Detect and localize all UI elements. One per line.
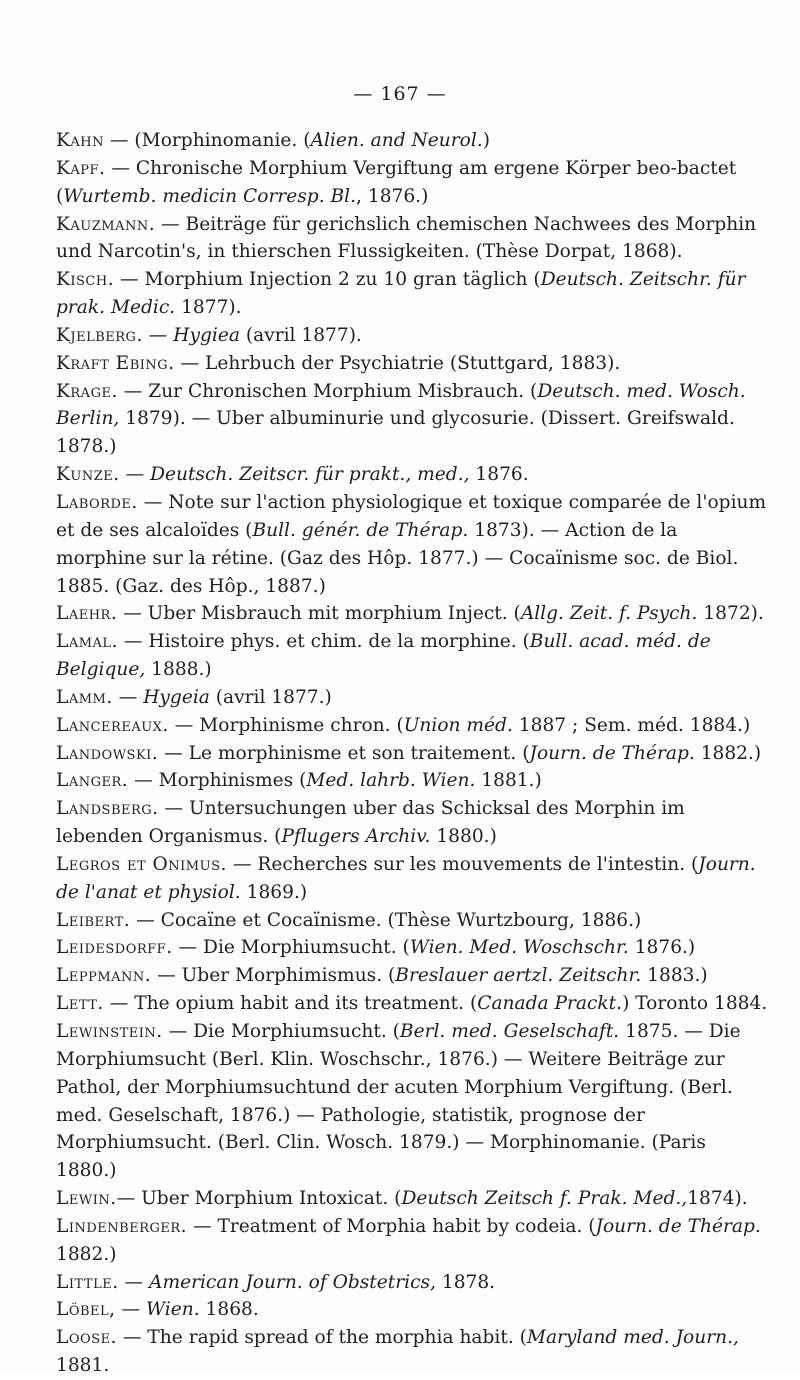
entry-author: Landsberg. bbox=[56, 798, 159, 820]
bibliography-entry bbox=[56, 851, 770, 907]
entry-author: Leibert. bbox=[56, 909, 131, 931]
bibliography-entry bbox=[56, 600, 770, 628]
entry-author: Lewin. bbox=[56, 1188, 117, 1210]
entry-text: — (Morphinomanie. ( bbox=[104, 130, 311, 151]
bibliography-entry bbox=[56, 907, 770, 935]
entry-author: Landowski. bbox=[56, 742, 159, 764]
entry-source-title: Med. lahrb. Wien. bbox=[306, 770, 476, 792]
entry-source-title: Pflugers Archiv. bbox=[281, 826, 431, 848]
bibliography-entry bbox=[56, 767, 770, 795]
entry-tail: 1875. — Die Morphiumsucht (Berl. Klin. Woschschr., 1876.) — Weitere Beiträge zur Pathol, der Morphiumsuchtund der acuten Morphium Vergiftung. (Berl. med. Geselschaft, 1876.) — Pathologie, statistik, prognose der Morphiumsucht. (Berl. Clin. Wosch. 1879.) — Morphinomanie. (Paris 1880.) bbox=[56, 1021, 741, 1182]
bibliography-entry bbox=[56, 1018, 770, 1185]
bibliography-entry bbox=[56, 211, 770, 267]
entry-source-title: Wurtemb. medicin Corresp. Bl. bbox=[63, 185, 357, 207]
entry-author: Lett. bbox=[56, 993, 104, 1015]
entry-tail: ) Toronto 1884. bbox=[622, 993, 768, 1015]
bibliography-list bbox=[56, 127, 770, 1380]
entry-text: — Treatment of Morphia habit by codeia. ( bbox=[187, 1215, 596, 1237]
entry-author: Legros et Onimus. bbox=[56, 853, 227, 875]
bibliography-entry bbox=[56, 740, 770, 768]
bibliography-entry bbox=[56, 155, 770, 211]
entry-tail: , 1876.) bbox=[356, 185, 429, 207]
entry-source-title: Wien. bbox=[146, 1299, 200, 1321]
entry-author: Lindenberger. bbox=[56, 1215, 188, 1237]
entry-author: Loose. bbox=[56, 1327, 117, 1349]
entry-source-title: Wien. Med. Woschschr. bbox=[409, 937, 629, 959]
bibliography-entry bbox=[56, 266, 770, 322]
entry-tail: 1876. bbox=[469, 464, 529, 486]
entry-author: Laehr. bbox=[56, 603, 118, 625]
bibliography-entry bbox=[56, 127, 770, 155]
entry-text: — Beiträge für gerichslich chemischen Nachwees des Morphin und Narcotin's, in thierschen Flussigkeiten. (Thèse Dorpat, 1868). bbox=[56, 213, 757, 263]
entry-source-title: Journ. de Thérap. bbox=[529, 742, 695, 764]
entry-tail: 1869.) bbox=[240, 881, 308, 903]
entry-text: — The opium habit and its treatment. ( bbox=[103, 993, 478, 1015]
entry-text: — Lehrbuch der Psychiatrie (Stuttgard, 1883). bbox=[174, 352, 621, 374]
bibliography-entry bbox=[56, 322, 770, 350]
bibliography-entry bbox=[56, 1185, 770, 1213]
entry-tail: 1881.) bbox=[475, 770, 542, 792]
entry-text: — Histoire phys. et chim. de la morphine. ( bbox=[117, 631, 530, 653]
bibliography-entry bbox=[56, 962, 770, 990]
entry-text: — Untersuchungen uber das Schicksal des Morphin im lebenden Organismus. ( bbox=[56, 798, 685, 848]
entry-author: Kahn bbox=[56, 130, 104, 151]
entry-tail: 1888.) bbox=[145, 659, 212, 681]
entry-source-title: Bull. génér. de Thérap. bbox=[252, 519, 469, 541]
entry-text: — bbox=[112, 686, 144, 708]
entry-tail: 1879). — Uber albuminurie und glycosurie. (Dissert. Greifswald. 1878.) bbox=[56, 408, 735, 458]
entry-author: Kauzmann. bbox=[56, 213, 156, 235]
entry-tail: 1880.) bbox=[430, 826, 497, 848]
entry-author: Lamm. bbox=[56, 686, 113, 708]
entry-author: Langer. bbox=[56, 770, 129, 792]
entry-author: Kapf. bbox=[56, 157, 106, 179]
entry-source-title: Deutsch Zeitsch f. Prak. Med., bbox=[401, 1188, 688, 1210]
entry-text: — bbox=[118, 1271, 150, 1293]
entry-author: Kisch. bbox=[56, 269, 115, 291]
page-number: — 167 — bbox=[353, 83, 447, 105]
bibliography-entry bbox=[56, 990, 770, 1018]
entry-author: Lancereaux. bbox=[56, 714, 169, 736]
entry-text: — The rapid spread of the morphia habit. ( bbox=[116, 1327, 527, 1349]
entry-source-title: Deutsch. Zeitscr. für prakt., med., bbox=[150, 464, 470, 486]
entry-author: Lamal. bbox=[56, 631, 118, 653]
entry-tail: 1874). bbox=[687, 1188, 748, 1210]
entry-source-title: Hygiea bbox=[173, 324, 240, 346]
entry-tail: 1881. bbox=[56, 1355, 110, 1377]
bibliography-entry bbox=[56, 712, 770, 740]
entry-author: Krage. bbox=[56, 380, 118, 402]
entry-text: — bbox=[119, 464, 151, 486]
entry-text: — bbox=[115, 1299, 147, 1321]
entry-author: Laborde. bbox=[56, 491, 138, 513]
entry-tail: 1876.) bbox=[628, 937, 696, 959]
bibliography-entry bbox=[56, 1324, 770, 1380]
entry-author: Kjelberg. bbox=[56, 324, 143, 346]
entry-author: Kraft Ebing. bbox=[56, 352, 175, 374]
entry-author: Little. bbox=[56, 1271, 119, 1293]
entry-tail: 1873). — Action de la morphine sur la rétine. (Gaz des Hôp. 1877.) — Cocaïnisme soc. de Biol. 1885. (Gaz. des Hôp., 1887.) bbox=[56, 519, 739, 597]
entry-author: Kunze. bbox=[56, 464, 120, 486]
entry-tail: (avril 1877.) bbox=[209, 686, 332, 708]
entry-author: Lewinstein. bbox=[56, 1021, 163, 1042]
bibliography-entry bbox=[56, 795, 770, 851]
entry-text: — Morphinismes ( bbox=[128, 770, 307, 792]
entry-tail: 1877). bbox=[175, 297, 242, 319]
entry-text: — Die Morphiumsucht. ( bbox=[172, 937, 410, 959]
entry-text: — Uber Misbrauch mit morphium Inject. ( bbox=[117, 603, 521, 625]
entry-text: — Cocaïne et Cocaïnisme. (Thèse Wurtzbourg, 1886.) bbox=[130, 909, 642, 931]
bibliography-entry bbox=[56, 934, 770, 962]
entry-text: — Morphium Injection 2 zu 10 gran täglich ( bbox=[114, 269, 541, 291]
bibliography-entry bbox=[56, 461, 770, 489]
entry-text: — Zur Chronischen Morphium Misbrauch. ( bbox=[117, 380, 538, 402]
entry-source-title: Deutsch. Zeitschr. für prak. Medic. bbox=[56, 269, 746, 319]
entry-source-title: Alien. and Neurol. bbox=[310, 130, 483, 151]
entry-tail: 1882.) bbox=[694, 742, 762, 764]
entry-tail: 1868. bbox=[199, 1299, 259, 1321]
entry-source-title: American Journ. of Obstetrics, bbox=[149, 1271, 436, 1293]
entry-text: — Morphinisme chron. ( bbox=[168, 714, 404, 736]
entry-tail: 1887 ; Sem. méd. 1884.) bbox=[512, 714, 751, 736]
entry-source-title: Deutsch. med. Wosch. Berlin, bbox=[56, 380, 746, 430]
entry-author: Leppmann. bbox=[56, 965, 152, 987]
entry-source-title: Hygeia bbox=[143, 686, 210, 708]
entry-source-title: Maryland med. Journ., bbox=[526, 1327, 739, 1349]
entry-source-title: Journ. de l'anat et physiol. bbox=[56, 853, 756, 903]
entry-source-title: Allg. Zeit. f. Psych. bbox=[520, 603, 698, 625]
entry-text: — Uber Morphium Intoxicat. ( bbox=[116, 1188, 402, 1210]
entry-tail: ) bbox=[482, 130, 490, 151]
entry-text: — Le morphinisme et son traitement. ( bbox=[158, 742, 530, 764]
entry-tail: 1872). bbox=[697, 603, 764, 625]
entry-text: — bbox=[142, 324, 174, 346]
entry-text: — Uber Morphimismus. ( bbox=[151, 965, 396, 987]
bibliography-entry bbox=[56, 1269, 770, 1297]
entry-text: — Chronische Morphium Vergiftung am ergene Körper beo-bactet ( bbox=[56, 157, 737, 207]
entry-source-title: Berl. med. Geselschaft. bbox=[399, 1021, 620, 1042]
entry-source-title: Bull. acad. méd. de Belgique, bbox=[56, 631, 711, 681]
entry-source-title: Canada Prackt. bbox=[477, 993, 623, 1015]
bibliography-entry bbox=[56, 684, 770, 712]
bibliography-entry bbox=[56, 350, 770, 378]
entry-tail: 1878. bbox=[435, 1271, 496, 1293]
entry-tail: (avril 1877). bbox=[239, 324, 362, 346]
entry-tail: 1882.) bbox=[56, 1243, 117, 1265]
bibliography-entry bbox=[56, 378, 770, 462]
entry-author: Leidesdorff. bbox=[56, 937, 173, 959]
entry-text: — Recherches sur les mouvements de l'intestin. ( bbox=[226, 853, 699, 875]
entry-text: — Note sur l'action physiologique et toxique comparée de l'opium et de ses alcaloïdes ( bbox=[56, 491, 767, 541]
bibliography-entry bbox=[56, 628, 770, 684]
bibliography-entry bbox=[56, 1296, 770, 1324]
bibliography-entry bbox=[56, 489, 770, 600]
entry-text: — Die Morphiumsucht. ( bbox=[162, 1021, 400, 1042]
entry-author: Löbel, bbox=[56, 1299, 116, 1321]
entry-source-title: Union méd. bbox=[403, 714, 513, 736]
entry-tail: 1883.) bbox=[641, 965, 708, 987]
entry-source-title: Journ. de Thérap. bbox=[595, 1215, 761, 1237]
bibliography-entry bbox=[56, 1213, 770, 1269]
entry-source-title: Breslauer aertzl. Zeitschr. bbox=[395, 965, 642, 987]
